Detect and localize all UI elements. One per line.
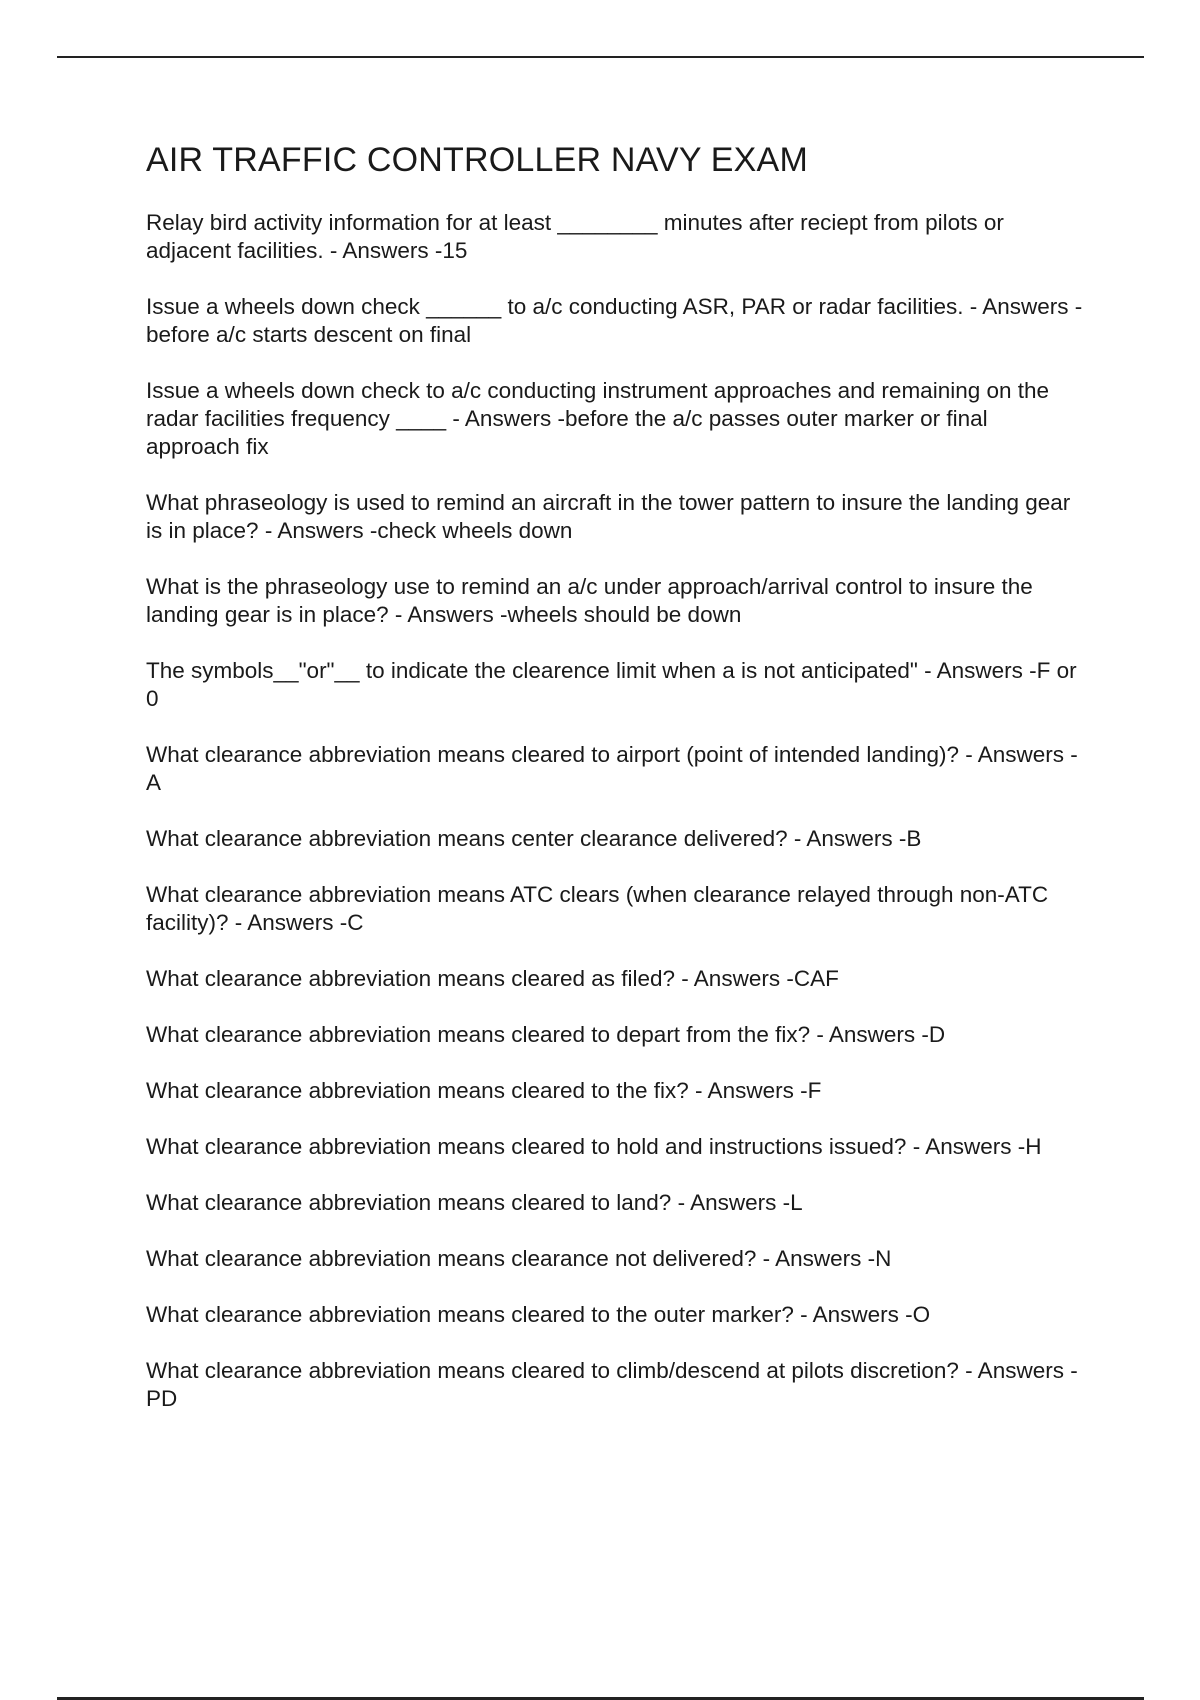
qa-item: What clearance abbreviation means cleared to depart from the fix? - Answers -D <box>146 1021 946 1047</box>
qa-item: Issue a wheels down check ______ to a/c conducting ASR, PAR or radar facilities. - Answers -before a/c starts descent on final <box>146 293 1083 347</box>
qa-item: What clearance abbreviation means cleared to the fix? - Answers -F <box>146 1077 822 1103</box>
qa-item: What clearance abbreviation means cleared to hold and instructions issued? - Answers -H <box>146 1133 1042 1159</box>
qa-item: What clearance abbreviation means cleared to climb/descend at pilots discretion? - Answers -PD <box>146 1357 1078 1411</box>
qa-item: What clearance abbreviation means cleared to land? - Answers -L <box>146 1189 803 1215</box>
qa-item: What clearance abbreviation means cleared as filed? - Answers -CAF <box>146 965 839 991</box>
document-body <box>146 140 1086 1441</box>
qa-item: Relay bird activity information for at least ________ minutes after reciept from pilots or adjacent facilities. - Answers -15 <box>146 209 1011 263</box>
qa-item: What clearance abbreviation means cleared to the outer marker? - Answers -O <box>146 1301 931 1327</box>
qa-item: What is the phraseology use to remind an a/c under approach/arrival control to insure the landing gear is in place? - Answers -wheels should be down <box>146 573 1040 627</box>
page-title: AIR TRAFFIC CONTROLLER NAVY EXAM <box>146 141 808 179</box>
qa-item: What clearance abbreviation means ATC clears (when clearance relayed through non-ATC facility)? - Answers -C <box>146 881 1055 935</box>
top-rule <box>57 56 1144 58</box>
qa-item: What clearance abbreviation means clearance not delivered? - Answers -N <box>146 1245 892 1271</box>
qa-item: The symbols__"or"__ to indicate the clearence limit when a is not anticipated" - Answers -F or 0 <box>146 657 1083 711</box>
qa-item: What clearance abbreviation means center clearance delivered? - Answers -B <box>146 825 922 851</box>
qa-item: What clearance abbreviation means cleared to airport (point of intended landing)? - Answers -A <box>146 741 1078 795</box>
qa-item: Issue a wheels down check to a/c conducting instrument approaches and remaining on the radar facilities frequency ____ - Answers -before the a/c passes outer marker or final approach fix <box>146 377 1056 459</box>
qa-item: What phraseology is used to remind an aircraft in the tower pattern to insure the landing gear is in place? - Answers -check wheels down <box>146 489 1077 543</box>
